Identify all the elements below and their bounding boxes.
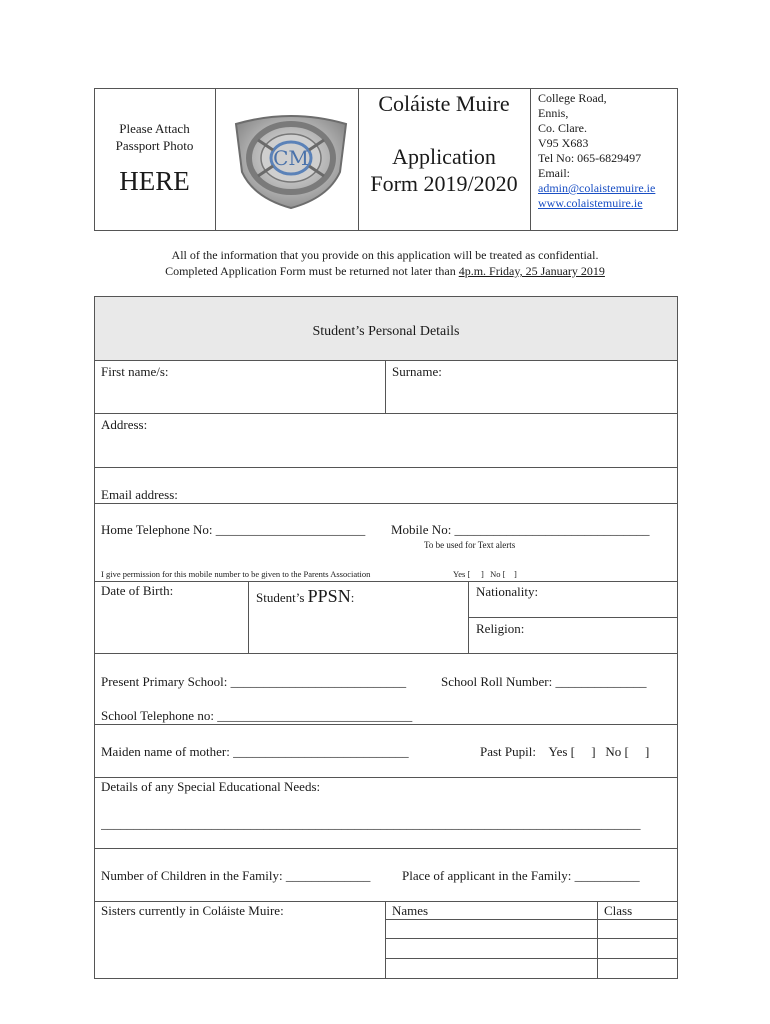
mobile-field[interactable]: Mobile No: ______________________________ xyxy=(391,522,650,537)
form-title-line2: Form 2019/2020 xyxy=(370,171,518,196)
nationality-field[interactable]: Nationality: xyxy=(476,584,539,599)
date-of-birth-field[interactable]: Date of Birth: xyxy=(101,583,174,598)
family-place-field[interactable]: Place of applicant in the Family: __________ xyxy=(402,868,640,883)
deadline-prefix: Completed Application Form must be returned not later than xyxy=(165,264,459,278)
text-alerts-note: To be used for Text alerts xyxy=(424,540,516,550)
address-line: V95 X683 xyxy=(538,136,589,150)
first-name-field[interactable]: First name/s: xyxy=(101,364,169,379)
photo-here-label: HERE xyxy=(119,166,190,196)
email-address-field[interactable]: Email address: xyxy=(101,487,178,502)
photo-instruction-line2: Passport Photo xyxy=(115,138,194,153)
svg-text:CM: CM xyxy=(273,146,309,170)
permission-statement: I give permission for this mobile number to be given to the Parents Association xyxy=(101,569,371,579)
past-pupil-checkboxes[interactable]: Past Pupil: Yes [ ] No [ ] xyxy=(480,744,650,759)
sisters-label: Sisters currently in Coláiste Muire: xyxy=(101,903,284,918)
school-website-link[interactable]: www.colaistemuire.ie xyxy=(538,196,643,210)
home-telephone-field[interactable]: Home Telephone No: _______________________ xyxy=(101,522,366,537)
special-needs-field[interactable]: Details of any Special Educational Needs: xyxy=(101,779,321,794)
names-column-header: Names xyxy=(392,903,429,918)
school-name: Coláiste Muire xyxy=(378,91,510,116)
address-line: Co. Clare. xyxy=(538,121,587,135)
school-email-link[interactable]: admin@colaistemuire.ie xyxy=(538,181,656,195)
address-line: Ennis, xyxy=(538,106,569,120)
email-label: Email: xyxy=(538,166,570,180)
ppsn-colon: : xyxy=(350,590,355,605)
photo-instruction-line1: Please Attach xyxy=(119,121,190,136)
ppsn-label: PPSN xyxy=(307,586,351,606)
address-field[interactable]: Address: xyxy=(101,417,148,432)
special-needs-line[interactable]: ___________________________________________________________________________________ xyxy=(101,816,641,831)
deadline-date: 4p.m. Friday, 25 January 2019 xyxy=(458,264,605,278)
maiden-name-field[interactable]: Maiden name of mother: ___________________________ xyxy=(101,744,409,759)
section-title: Student’s Personal Details xyxy=(312,324,460,339)
permission-checkboxes[interactable]: Yes [ ] No [ ] xyxy=(453,569,517,579)
school-telephone-field[interactable]: School Telephone no: ______________________________ xyxy=(101,708,413,723)
ppsn-prefix: Student’s xyxy=(256,590,308,605)
children-count-field[interactable]: Number of Children in the Family: _____________ xyxy=(101,868,371,883)
roll-number-field[interactable]: School Roll Number: ______________ xyxy=(441,674,647,689)
confidentiality-notice: All of the information that you provide on this application will be treated as confidential. xyxy=(171,248,599,262)
primary-school-field[interactable]: Present Primary School: ___________________________ xyxy=(101,674,407,689)
religion-field[interactable]: Religion: xyxy=(476,621,525,636)
form-title-line1: Application xyxy=(392,144,496,169)
telephone-line: Tel No: 065-6829497 xyxy=(538,151,642,165)
ppsn-field[interactable] xyxy=(256,586,354,607)
address-line: College Road, xyxy=(538,91,607,105)
deadline-notice xyxy=(0,264,770,279)
school-crest-logo xyxy=(228,110,354,215)
class-column-header: Class xyxy=(604,903,633,918)
surname-field[interactable]: Surname: xyxy=(392,364,442,379)
